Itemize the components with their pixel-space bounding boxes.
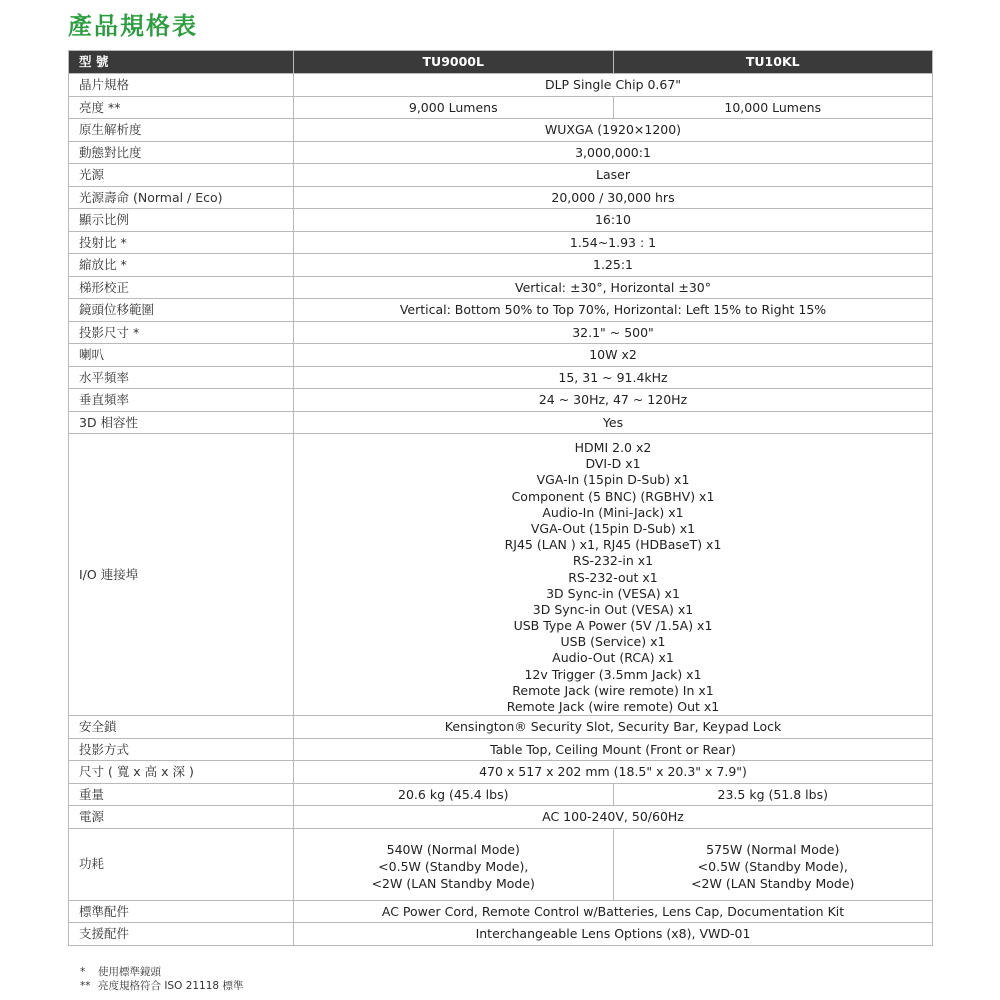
io-port-item: 3D Sync-in (VESA) x1: [546, 585, 680, 601]
row-label: 鏡頭位移範圍: [69, 299, 294, 322]
row-label: 原生解析度: [69, 119, 294, 142]
table-row: [69, 74, 933, 97]
table-row: [69, 276, 933, 299]
row-value-tu10kl: 10,000 Lumens: [613, 96, 933, 119]
table-row: [69, 119, 933, 142]
table-row: [69, 344, 933, 367]
footnote-mark: **: [80, 980, 91, 992]
footnotes: [80, 965, 243, 993]
spec-table: [68, 50, 933, 946]
table-row: [69, 231, 933, 254]
row-label: 重量: [69, 783, 294, 806]
table-row: [69, 411, 933, 434]
row-label: 梯形校正: [69, 276, 294, 299]
io-port-item: 12v Trigger (3.5mm Jack) x1: [524, 666, 702, 682]
row-value: Vertical: Bottom 50% to Top 70%, Horizontal: Left 15% to Right 15%: [294, 299, 933, 322]
table-row: [69, 96, 933, 119]
power-mode-line: 540W (Normal Mode): [386, 841, 520, 857]
row-value: DLP Single Chip 0.67": [294, 74, 933, 97]
row-value: 3,000,000:1: [294, 141, 933, 164]
row-value-tu9000l: 20.6 kg (45.4 lbs): [294, 783, 614, 806]
io-port-item: VGA-In (15pin D-Sub) x1: [536, 472, 690, 488]
row-label: 水平頻率: [69, 366, 294, 389]
row-label: 縮放比 *: [69, 254, 294, 277]
io-port-item: USB Type A Power (5V /1.5A) x1: [513, 618, 713, 634]
io-port-item: 3D Sync-in Out (VESA) x1: [532, 601, 694, 617]
io-port-item: VGA-Out (15pin D-Sub) x1: [530, 520, 696, 536]
io-port-item: Remote Jack (wire remote) Out x1: [506, 699, 720, 714]
io-port-item: Component (5 BNC) (RGBHV) x1: [511, 488, 715, 504]
io-port-item: Audio-In (Mini-Jack) x1: [542, 504, 684, 520]
row-value: AC Power Cord, Remote Control w/Batteries, Lens Cap, Documentation Kit: [294, 900, 933, 923]
model-header-tu9000l: TU9000L: [294, 51, 614, 74]
row-label: 喇叭: [69, 344, 294, 367]
row-label: 3D 相容性: [69, 411, 294, 434]
io-ports-list: [294, 434, 933, 716]
io-port-item: USB (Service) x1: [560, 634, 666, 650]
row-value: WUXGA (1920×1200): [294, 119, 933, 142]
row-value: 470 x 517 x 202 mm (18.5" x 20.3" x 7.9"): [294, 761, 933, 784]
footnote: [80, 965, 243, 979]
row-value: 32.1" ~ 500": [294, 321, 933, 344]
row-label: 電源: [69, 806, 294, 829]
io-port-item: RS-232-out x1: [568, 569, 658, 585]
table-row: [69, 164, 933, 187]
row-label: 尺寸 ( 寬 x 高 x 深 ): [69, 761, 294, 784]
table-row: [69, 900, 933, 923]
table-row: [69, 783, 933, 806]
table-row: [69, 209, 933, 232]
table-row: [69, 389, 933, 412]
row-value: 1.25:1: [294, 254, 933, 277]
row-label: I/O 連接埠: [69, 434, 294, 716]
row-value: 16:10: [294, 209, 933, 232]
row-value: 15, 31 ~ 91.4kHz: [294, 366, 933, 389]
footnote-text: 亮度規格符合 ISO 21118 標準: [98, 980, 244, 992]
table-row: [69, 299, 933, 322]
io-port-item: RS-232-in x1: [572, 553, 654, 569]
row-label: 功耗: [69, 828, 294, 900]
io-port-item: Remote Jack (wire remote) In x1: [512, 682, 714, 698]
power-mode-line: <2W (LAN Standby Mode): [691, 875, 855, 891]
row-value: 24 ~ 30Hz, 47 ~ 120Hz: [294, 389, 933, 412]
footnote-mark: *: [80, 966, 86, 978]
table-row: [69, 828, 933, 900]
row-value-tu9000l: 9,000 Lumens: [294, 96, 614, 119]
power-mode-line: 575W (Normal Mode): [706, 841, 840, 857]
power-mode-line: <2W (LAN Standby Mode): [371, 875, 535, 891]
table-row: [69, 923, 933, 946]
table-row: [69, 761, 933, 784]
table-row: [69, 366, 933, 389]
row-value: 20,000 / 30,000 hrs: [294, 186, 933, 209]
table-row: [69, 716, 933, 739]
row-value-tu10kl: 23.5 kg (51.8 lbs): [613, 783, 933, 806]
footnote-text: 使用標準鏡頭: [98, 966, 161, 978]
footnote: [80, 979, 243, 993]
row-label: 動態對比度: [69, 141, 294, 164]
row-label: 安全鎖: [69, 716, 294, 739]
page-title: 產品規格表: [68, 12, 198, 40]
table-header-row: [69, 51, 933, 74]
row-value: Yes: [294, 411, 933, 434]
row-label: 支援配件: [69, 923, 294, 946]
row-label: 光源: [69, 164, 294, 187]
row-value: Interchangeable Lens Options (x8), VWD-01: [294, 923, 933, 946]
model-header-label: 型 號: [69, 51, 294, 74]
row-value: Kensington® Security Slot, Security Bar, Keypad Lock: [294, 716, 933, 739]
io-port-item: RJ45 (LAN ) x1, RJ45 (HDBaseT) x1: [504, 537, 722, 553]
power-mode-line: <0.5W (Standby Mode),: [378, 858, 529, 874]
table-row: [69, 738, 933, 761]
row-value: Table Top, Ceiling Mount (Front or Rear): [294, 738, 933, 761]
table-row: [69, 141, 933, 164]
io-port-item: DVI-D x1: [585, 456, 641, 472]
power-consumption-tu10kl: [613, 828, 933, 900]
row-label: 晶片規格: [69, 74, 294, 97]
io-port-item: Audio-Out (RCA) x1: [552, 650, 674, 666]
model-header-tu10kl: TU10KL: [613, 51, 933, 74]
row-label: 顯示比例: [69, 209, 294, 232]
row-label: 投射比 *: [69, 231, 294, 254]
io-port-item: HDMI 2.0 x2: [574, 440, 652, 455]
table-row: [69, 321, 933, 344]
row-value: AC 100-240V, 50/60Hz: [294, 806, 933, 829]
row-value: 10W x2: [294, 344, 933, 367]
row-label: 投影方式: [69, 738, 294, 761]
row-value: Laser: [294, 164, 933, 187]
row-label: 投影尺寸 *: [69, 321, 294, 344]
row-label: 亮度 **: [69, 96, 294, 119]
table-row: [69, 186, 933, 209]
table-row: [69, 434, 933, 716]
row-label: 標準配件: [69, 900, 294, 923]
row-value: 1.54~1.93 : 1: [294, 231, 933, 254]
row-label: 垂直頻率: [69, 389, 294, 412]
power-mode-line: <0.5W (Standby Mode),: [697, 858, 848, 874]
row-label: 光源壽命 (Normal / Eco): [69, 186, 294, 209]
table-row: [69, 806, 933, 829]
row-value: Vertical: ±30°, Horizontal ±30°: [294, 276, 933, 299]
power-consumption-tu9000l: [294, 828, 614, 900]
table-row: [69, 254, 933, 277]
